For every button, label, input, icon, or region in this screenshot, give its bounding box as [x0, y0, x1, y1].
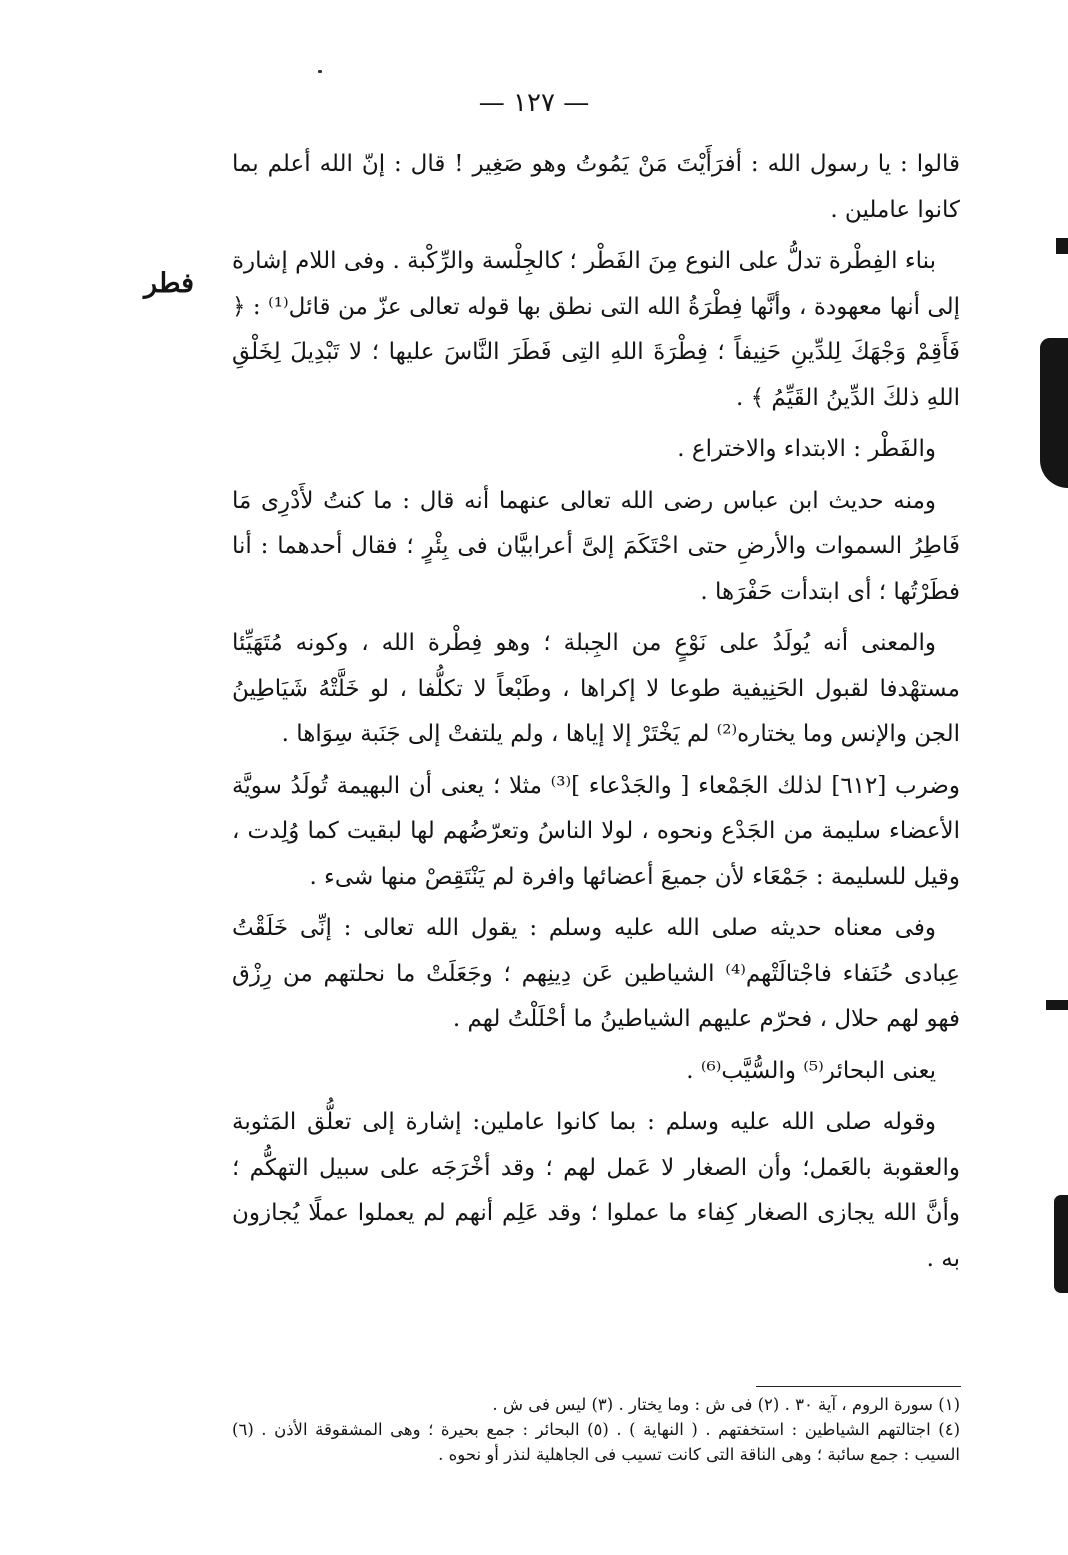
- margin-entry-heading: فطر: [144, 268, 194, 299]
- footnotes: [232, 1392, 960, 1467]
- scan-edge-mark: [1054, 1195, 1068, 1293]
- paragraph: وقوله صلى الله عليه وسلم : بما كانوا عاملين: إشارة إلى تعلُّق المَثوبة والعقوبة بالعَمل؛ وأن الصغار لا عَمل لهم ؛ وقد أخْرَجَه على سبيل التهكُّم ؛ وأنَّ الله يجازى الصغار كِفاء ما عملوا ؛ وقد عَلِم أنهم لم يعملوا عملًا يُجازون به .: [232, 1109, 960, 1272]
- footnote-divider: [756, 1386, 961, 1387]
- paragraph: وضرب [٦١٢] لذلك الجَمْعاء [ والجَدْعاء ]⁽³⁾ مثلا ؛ يعنى أن البهيمة تُولَدُ سويَّة الأعضاء سليمة من الجَدْع ونحوه ، لولا الناسُ وتعرّضُهم لها لبقيت كما وُلِدت ، وقيل للسليمة : جَمْعَاء لأن جميعَ أعضائها وافرة لم يَنْتَقِصْ منها شىء .: [232, 772, 960, 890]
- scan-edge-mark: [1040, 338, 1068, 488]
- body-text: [232, 142, 960, 1288]
- page-number: — ١٢٧ —: [478, 88, 590, 118]
- footnote-line: (٤) اجتالتهم الشياطين : استخفتهم . ( النهاية ) . (٥) البحائر : جمع بحيرة ؛ وهى المشقوقة الأذن . (٦) السيب : جمع سائبة ؛ وهى الناقة التى كانت تسيب فى الجاهلية لنذر أو نحوه .: [232, 1420, 960, 1464]
- paragraph: قالوا : يا رسول الله : أفرَأَيْتَ مَنْ يَمُوتُ وهو صَغِير ! قال : إنّ الله أعلم بما كانوا عاملين .: [232, 151, 960, 223]
- footnote-line: (١) سورة الروم ، آية ٣٠ . (٢) فى ش : وما يختار . (٣) ليس فى ش .: [492, 1395, 960, 1414]
- scan-edge-mark: [1056, 238, 1068, 254]
- scan-speck: [318, 70, 322, 73]
- paragraph: يعنى البحائر⁽⁵⁾ والسُّيَّب⁽⁶⁾ .: [686, 1057, 936, 1084]
- paragraph: بناء الفِطْرة تدلُّ على النوع مِنَ الفَطْر ؛ كالجِلْسة والرِّكْبة . وفى اللام إشارة إلى أنها معهودة ، وأنَّها فِطْرَةُ الله التى نطق بها قوله تعالى عزّ من قائل⁽¹⁾ : ﴿ فَأَقِمْ وَجْهَكَ لِلدِّينِ حَنِيفاً ؛ فِطْرَةَ اللهِ التِى فَطَرَ النَّاسَ عليها ؛ لا تَبْدِيلَ لِخَلْقِ اللهِ ذلكَ الدِّينُ القَيِّمُ ﴾ .: [232, 248, 961, 411]
- paragraph: والفَطْر : الابتداء والاختراع .: [677, 436, 936, 462]
- paragraph: ومنه حديث ابن عباس رضى الله تعالى عنهما أنه قال : ما كنتُ لأَدْرِى مَا فَاطِرُ السموات والأرضِ حتى احْتَكَمَ إلىَّ أعرابيَّان فى بِئْرٍ ؛ فقال أحدهما : أنا فطَرْتُها ؛ أى ابتدأت حَفْرَها .: [232, 487, 960, 605]
- paragraph: وفى معناه حديثه صلى الله عليه وسلم : يقول الله تعالى : إنِّى خَلَقْتُ عِبادى حُنَفاء فاجْتالَتْهم⁽⁴⁾ الشياطين عَن دِينِهم ؛ وجَعَلَتْ ما نحلتهم من رِزْق فهو لهم حلال ، فحرّم عليهم الشياطينُ ما أحْلَلْتُ لهم .: [232, 915, 960, 1032]
- scan-edge-mark: [1046, 1000, 1068, 1010]
- paragraph: والمعنى أنه يُولَدُ على نَوْعٍ من الجِبلة ؛ وهو فِطْرة الله ، وكونه مُتَهَيِّئا مستهْدفا لقبول الحَنِيفية طوعا لا إكراها ، وطَبْعاً لا تكلُّفا ، لو خَلَّتْهُ شَيَاطِينُ الجن والإنس وما يختاره⁽²⁾ لم يَخْتَرْ إلا إياها ، ولم يلتفتْ إلى جَنَبة سِوَاها .: [232, 630, 961, 747]
